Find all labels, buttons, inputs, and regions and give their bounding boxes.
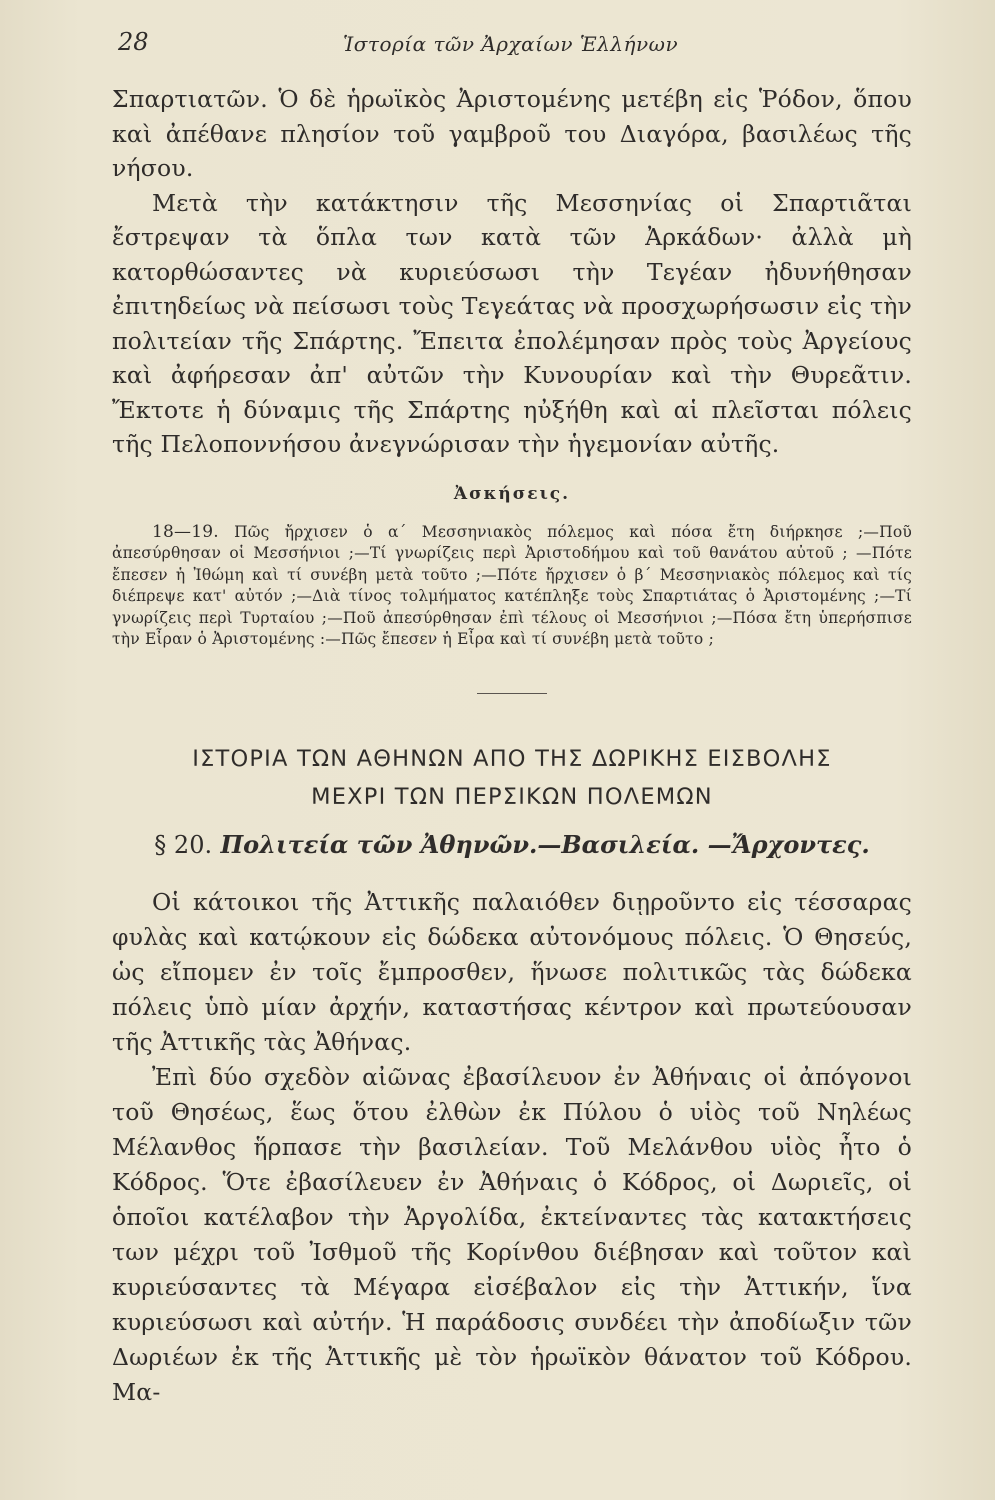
- exercises-text: Πῶς ἤρχισεν ὁ α΄ Μεσσηνιακὸς πόλεμος καὶ πόσα ἔτη διήρκησε ;—Ποῦ ἀπεσύρθησαν οἱ Μεσσήνιοι ;—Τί γνωρίζεις περὶ Ἀριστοδήμου καὶ τοῦ θανάτου αὐτοῦ ; —Πότε ἔπεσεν ἡ Ἰθώμη καὶ τί συνέβη μετὰ τοῦτο ;—Πότε ἤρχισεν ὁ β΄ Μεσσηνιακὸς πόλεμος καὶ τίς διέπρεψε κατ' αὐτόν ;—Διὰ τίνος τολμήματος κατέπληξε τοὺς Σπαρτιάτας ὁ Ἀριστομένης ;—Τί γνωρίζεις περὶ Τυρταίου ;—Ποῦ ἀπεσύρθησαν ἐπὶ τέλους οἱ Μεσσήνιοι ;—Πόσα ἔτη ὑπερήσπισε τὴν Εἶραν ὁ Ἀριστομένης :—Πῶς ἔπεσεν ἡ Εἶρα καὶ τί συνέβη μετὰ τοῦτο ;: [112, 522, 912, 648]
- section-divider: [477, 693, 547, 694]
- section-number: § 20.: [154, 830, 213, 859]
- section-title: Πολιτεία τῶν Ἀθηνῶν.—Βασιλεία. —Ἄρχοντες.: [220, 829, 870, 859]
- exercises-title: Ἀσκήσεις.: [453, 483, 571, 504]
- section-heading: [112, 830, 912, 859]
- chapter-title-line-2: ΜΕΧΡΙ ΤΩΝ ΠΕΡΣΙΚΩΝ ΠΟΛΕΜΩΝ: [311, 783, 713, 810]
- paragraph-attica-tribes: Οἱ κάτοικοι τῆς Ἀττικῆς παλαιόθεν διῃροῦντο εἰς τέσσαρας φυλὰς καὶ κατῴκουν εἰς δώδεκα αὐτονόμους πόλεις. Ὁ Θησεύς, ὡς εἴπομεν ἐν τοῖς ἔμπροσθεν, ἥνωσε πολιτικῶς τὰς δώδεκα πόλεις ὑπὸ μίαν ἀρχήν, καταστήσας κέντρον καὶ πρωτεύουσαν τῆς Ἀττικῆς τὰς Ἀθήνας.: [112, 887, 912, 1056]
- page-body: [112, 82, 912, 1410]
- chapter-title-line-1: ΙΣΤΟΡΙΑ ΤΩΝ ΑΘΗΝΩΝ ΑΠΟ ΤΗΣ ΔΩΡΙΚΗΣ ΕΙΣΒΟΛΗΣ: [192, 745, 832, 772]
- paragraph-continuation: Σπαρτιατῶν. Ὁ δὲ ἡρωϊκὸς Ἀριστομένης μετέβη εἰς Ῥόδον, ὅπου καὶ ἀπέθανε πλησίον τοῦ γαμβροῦ του Διαγόρα, βασιλέως τῆς νήσου.: [112, 85, 912, 182]
- page-number: 28: [118, 28, 149, 56]
- exercises-block: [112, 522, 912, 651]
- chapter-title: [112, 740, 912, 816]
- paragraph-kings-of-athens: Ἐπὶ δύο σχεδὸν αἰῶνας ἐβασίλευον ἐν Ἀθήναις οἱ ἀπόγονοι τοῦ Θησέως, ἕως ὅτου ἐλθὼν ἐκ Πύλου ὁ υἱὸς τοῦ Νηλέως Μέλανθος ἥρπασε τὴν βασιλείαν. Τοῦ Μελάνθου υἱὸς ἦτο ὁ Κόδρος. Ὅτε ἐβασίλευεν ἐν Ἀθήναις ὁ Κόδρος, οἱ Δωριεῖς, οἱ ὁποῖοι κατέλαβον τὴν Ἀργολίδα, ἐκτείναντες τὰς κατακτήσεις των μέχρι τοῦ Ἰσθμοῦ τῆς Κορίνθου διέβησαν καὶ τοῦτον καὶ κυριεύσαντες τὰ Μέγαρα εἰσέβαλον εἰς τὴν Ἀττικήν, ἵνα κυριεύσωσι καὶ αὐτήν. Ἡ παράδοσις συνδέει τὴν ἀποδίωξιν τῶν Δωριέων ἐκ τῆς Ἀττικῆς μὲ τὸν ἡρωϊκὸν θάνατον τοῦ Κόδρου. Μα-: [112, 1062, 912, 1406]
- paragraph-sparta-conquests: Μετὰ τὴν κατάκτησιν τῆς Μεσσηνίας οἱ Σπαρτιᾶται ἔστρεψαν τὰ ὅπλα των κατὰ τῶν Ἀρκάδων· ἀλλὰ μὴ κατορθώσαντες νὰ κυριεύσωσι τὴν Τεγέαν ἠδυνήθησαν ἐπιτηδείως νὰ πείσωσι τοὺς Τεγεάτας νὰ προσχωρήσωσιν εἰς τὴν πολιτείαν τῆς Σπάρτης. Ἔπειτα ἐπολέμησαν πρὸς τοὺς Ἀργείους καὶ ἀφήρεσαν ἀπ' αὐτῶν τὴν Κυνουρίαν καὶ τὴν Θυρεᾶτιν. Ἔκτοτε ἡ δύναμις τῆς Σπάρτης ηὐξήθη καὶ αἱ πλεῖσται πόλεις τῆς Πελοποννήσου ἀνεγνώρισαν τὴν ἡγεμονίαν αὐτῆς.: [112, 188, 912, 458]
- running-title: Ἱστορία τῶν Ἀρχαίων Ἑλλήνων: [343, 32, 679, 56]
- page-header: [118, 28, 908, 68]
- exercises-number: 18—19.: [152, 521, 219, 542]
